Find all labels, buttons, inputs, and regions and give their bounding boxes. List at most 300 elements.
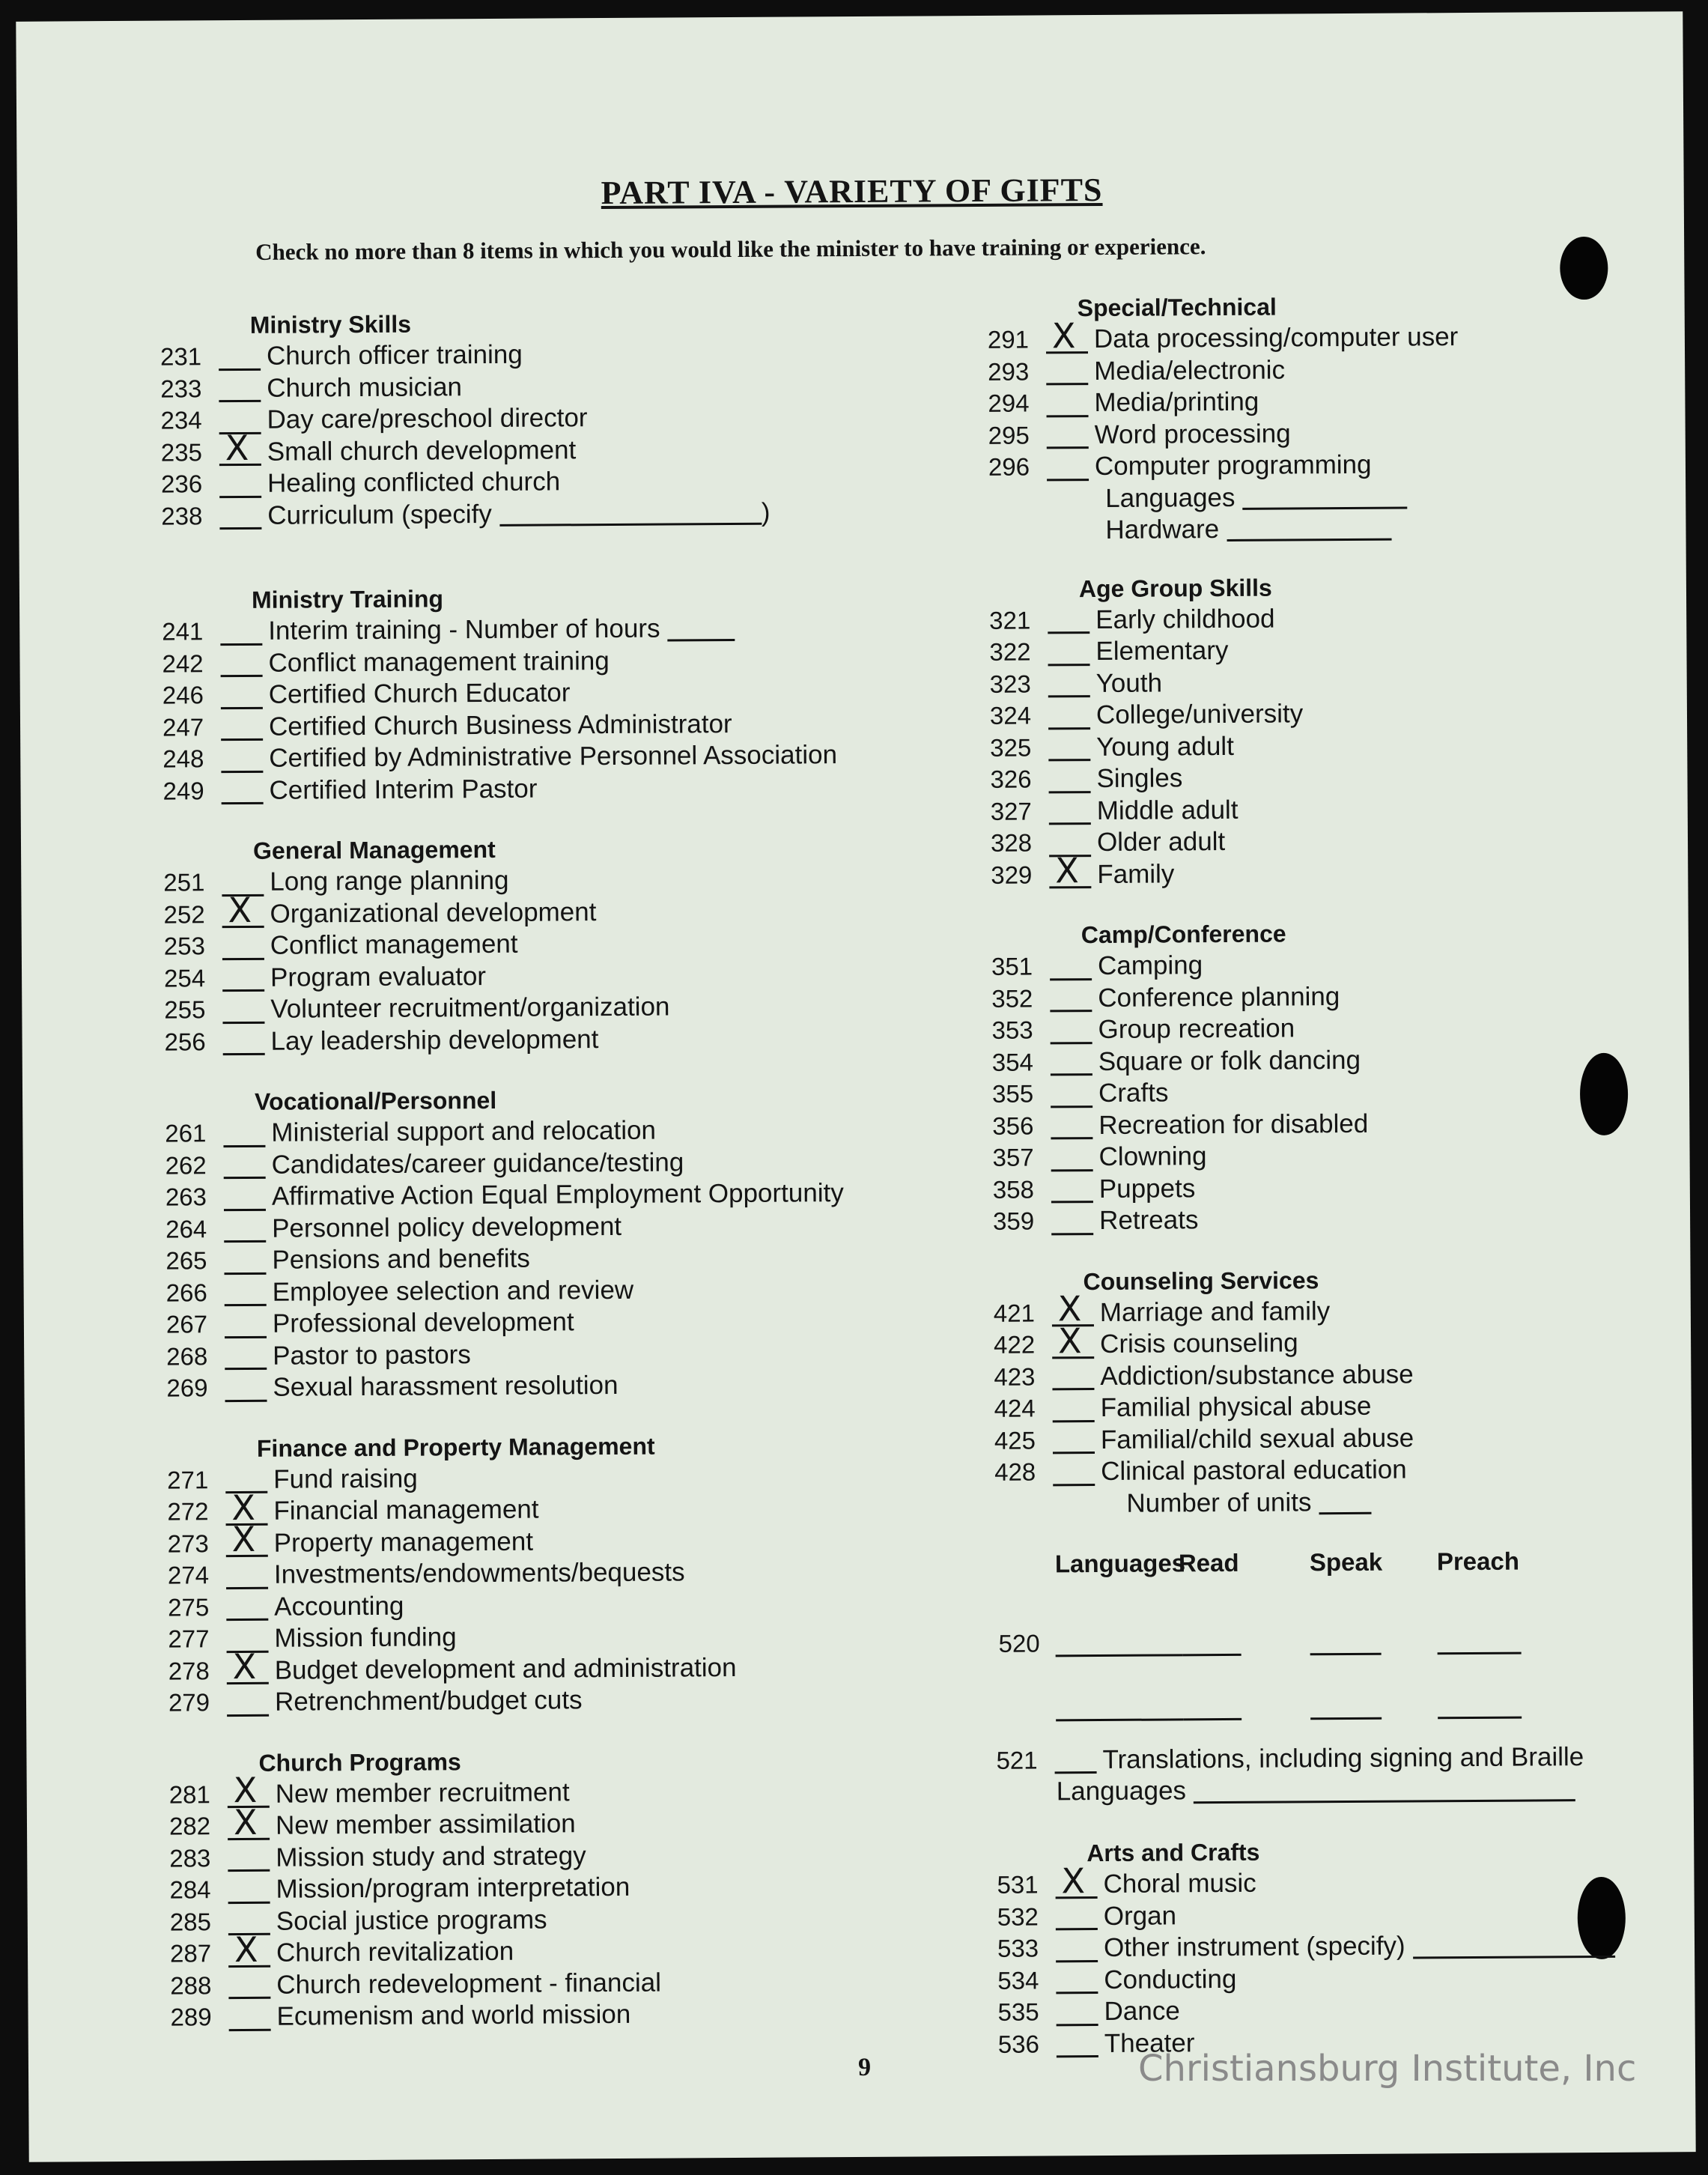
item-number: 275 (168, 1593, 210, 1622)
language-field[interactable] (1183, 1653, 1242, 1655)
check-blank[interactable] (1048, 733, 1090, 761)
checklist-item (166, 1304, 923, 1341)
item-label: Day care/preschool director (267, 403, 588, 435)
item-label: Other instrument (specify) (1103, 1931, 1405, 1963)
check-blank[interactable] (225, 1374, 267, 1402)
right-column (988, 288, 1708, 2060)
checklist-item (992, 1074, 1708, 1111)
check-blank[interactable] (227, 1646, 269, 1687)
page-number: 9 (857, 2053, 872, 2082)
item-number: 262 (165, 1151, 207, 1180)
item-number: 423 (994, 1362, 1036, 1391)
item-number: 358 (992, 1175, 1035, 1204)
check-blank[interactable] (224, 1183, 266, 1211)
check-blank[interactable] (1049, 850, 1091, 891)
checklist-item (164, 926, 920, 962)
checklist-item (163, 862, 920, 899)
check-blank[interactable] (1051, 1111, 1092, 1139)
check-blank[interactable] (1050, 953, 1092, 980)
item-number: 356 (992, 1111, 1034, 1140)
checklist-item (163, 890, 920, 931)
check-blank[interactable] (1053, 1426, 1095, 1454)
check-mark-icon: X (231, 1519, 256, 1560)
checklist-item (160, 400, 917, 437)
item-label: Sexual harassment resolution (273, 1371, 619, 1403)
item-number: 277 (168, 1625, 210, 1653)
page-title: PART IVA - VARIETY OF GIFTS (601, 171, 1103, 212)
checklist-item (990, 696, 1708, 732)
checklist-item (162, 675, 919, 712)
item-label: Group recreation (1098, 1013, 1295, 1045)
item-label: Data processing/computer user (1093, 322, 1459, 354)
item-number: 265 (165, 1246, 207, 1275)
checklist-item (994, 1420, 1708, 1457)
item-number: 254 (163, 964, 206, 992)
check-blank[interactable] (1048, 702, 1090, 729)
item-label: Long range planning (270, 866, 509, 897)
item-number: 322 (989, 637, 1031, 667)
sub-field-row (994, 1484, 1708, 1520)
check-blank[interactable] (219, 428, 261, 469)
item-label: Church revitalization (276, 1937, 514, 1968)
checklist-item (170, 1902, 926, 1938)
check-blank[interactable] (224, 1151, 266, 1179)
checklist-item (168, 1682, 925, 1719)
checklist-item (994, 1389, 1708, 1425)
check-blank[interactable] (1049, 797, 1091, 825)
item-number: 235 (160, 438, 202, 467)
checklist-item (993, 1320, 1708, 1362)
checklist-item (161, 496, 917, 533)
checklist-item (168, 1646, 925, 1687)
checklist-item (160, 428, 917, 469)
item-number: 287 (169, 1939, 212, 1968)
item-label: Certified Church Business Administrator (268, 709, 732, 741)
checklist-item (987, 315, 1708, 357)
checklist-item (160, 368, 917, 405)
check-blank[interactable] (220, 618, 262, 646)
sub-field-label: Languages (1105, 482, 1236, 513)
item-label: Curriculum (specify (267, 499, 492, 530)
check-blank[interactable] (219, 374, 261, 402)
checklist-item (994, 1356, 1708, 1393)
item-label: Healing conflicted church (267, 467, 561, 499)
sub-field-input[interactable] (1319, 1490, 1371, 1514)
check-mark-icon: X (233, 1770, 258, 1811)
item-number: 278 (168, 1657, 210, 1685)
item-label: Camping (1097, 950, 1203, 981)
item-label: Older adult (1096, 827, 1226, 858)
checklist-item (997, 1896, 1708, 1933)
check-blank[interactable] (1048, 638, 1089, 666)
languages-header: Preach (1436, 1547, 1520, 1575)
check-blank[interactable] (1053, 1458, 1095, 1486)
check-blank[interactable] (219, 470, 261, 498)
check-blank[interactable] (226, 1593, 268, 1621)
check-mark-icon: X (228, 890, 252, 931)
item-number: 357 (992, 1143, 1034, 1172)
check-blank[interactable] (1054, 1746, 1096, 1774)
section (988, 288, 1708, 547)
section-title: Finance and Property Management (256, 1432, 655, 1462)
item-number: 291 (987, 325, 1030, 354)
section-title: Arts and Crafts (1087, 1838, 1260, 1867)
check-blank[interactable] (1048, 670, 1090, 697)
item-label: Organ (1103, 1901, 1177, 1931)
item-label: Translations, including signing and Braille (1102, 1741, 1584, 1774)
item-label: Mission study and strategy (276, 1840, 586, 1872)
item-label: Choral music (1103, 1869, 1256, 1899)
checklist-item (166, 1272, 923, 1309)
check-blank[interactable] (222, 890, 264, 931)
section (993, 1261, 1708, 1520)
check-blank[interactable] (1053, 1395, 1095, 1422)
item-label: Ministerial support and relocation (271, 1115, 657, 1148)
item-label: Certified by Administrative Personnel Association (269, 740, 838, 774)
checklist-item (168, 1770, 926, 1811)
item-number: 534 (997, 1966, 1039, 1994)
checklist-item (989, 632, 1708, 669)
section (163, 831, 921, 1058)
checklist-item (996, 1740, 1708, 1777)
item-label: Retreats (1098, 1205, 1199, 1236)
item-label: Ecumenism and world mission (276, 2000, 631, 2031)
item-number: 324 (989, 701, 1032, 730)
check-blank[interactable] (1046, 315, 1088, 357)
checklist-item (167, 1487, 923, 1528)
item-number: 424 (994, 1394, 1036, 1423)
check-blank[interactable] (221, 682, 263, 709)
check-mark-icon: X (234, 1929, 258, 1970)
section (991, 915, 1708, 1238)
item-label: Certified Interim Pastor (269, 774, 538, 805)
check-blank[interactable] (224, 1215, 266, 1243)
section-title: Ministry Skills (249, 310, 412, 339)
check-blank[interactable] (1056, 1935, 1098, 1962)
item-label: New member recruitment (275, 1777, 570, 1809)
item-label: Media/printing (1094, 386, 1259, 418)
check-blank[interactable] (220, 649, 262, 677)
item-label: Elementary (1095, 636, 1229, 667)
item-number: 294 (988, 389, 1030, 418)
checklist-item (991, 978, 1708, 1015)
item-label: Word processing (1094, 419, 1291, 449)
item-number: 266 (165, 1278, 207, 1307)
item-label: Accounting (274, 1591, 404, 1622)
item-label: Candidates/career guidance/testing (271, 1147, 684, 1180)
item-label: Dance (1104, 1996, 1180, 2027)
item-number: 536 (997, 2030, 1039, 2058)
hours-field[interactable] (667, 616, 735, 642)
checklist-item (165, 1240, 922, 1277)
check-blank[interactable] (221, 777, 263, 804)
checklist-item (992, 1138, 1708, 1174)
check-mark-icon: X (1057, 1288, 1082, 1329)
check-blank[interactable] (1051, 1207, 1093, 1235)
check-blank[interactable] (226, 1562, 268, 1589)
item-label: Computer programming (1094, 450, 1372, 482)
item-number: 284 (169, 1875, 211, 1904)
item-label: Mission funding (274, 1622, 457, 1654)
item-number: 421 (993, 1299, 1036, 1327)
check-blank[interactable] (1051, 1048, 1092, 1076)
item-number: 535 (997, 1997, 1039, 2027)
check-blank[interactable] (228, 1929, 270, 1970)
item-label: Crafts (1098, 1078, 1169, 1108)
check-mark-icon: X (1061, 1860, 1086, 1902)
check-blank[interactable] (225, 1342, 267, 1370)
checklist-item (162, 611, 918, 648)
item-label: Addiction/substance abuse (1100, 1359, 1414, 1391)
languages-header: Read (1178, 1548, 1239, 1577)
check-blank[interactable] (222, 964, 264, 992)
checklist-item (997, 1960, 1708, 1997)
item-number: 256 (164, 1028, 206, 1056)
item-label: Square or folk dancing (1098, 1045, 1361, 1076)
item-label: Conflict management (270, 929, 518, 961)
checklist-item (164, 958, 920, 995)
item-number: 253 (163, 932, 206, 960)
check-blank[interactable] (227, 1689, 269, 1717)
item-label: Pensions and benefits (272, 1243, 530, 1275)
item-number: 255 (164, 995, 206, 1024)
item-number: 283 (169, 1844, 211, 1872)
item-label: Conflict management training (268, 646, 610, 678)
checklist-item (167, 1519, 924, 1560)
item-number: 264 (165, 1215, 207, 1243)
section (162, 580, 920, 807)
sub-field-label: Languages (1056, 1776, 1187, 1807)
section-title: Age Group Skills (1078, 574, 1272, 602)
checklist-item (990, 727, 1708, 764)
check-blank[interactable] (1051, 1144, 1092, 1171)
item-label: Clinical pastoral education (1101, 1454, 1407, 1487)
item-number: 271 (167, 1466, 209, 1494)
section (165, 1082, 923, 1404)
check-blank[interactable] (1046, 389, 1088, 417)
check-blank[interactable] (1048, 765, 1090, 793)
checklist-item (993, 1201, 1708, 1238)
item-label: Volunteer recruitment/organization (270, 992, 670, 1025)
item-number: 279 (168, 1688, 210, 1717)
item-number: 242 (162, 649, 204, 678)
section (989, 568, 1708, 891)
item-number: 321 (989, 606, 1031, 634)
item-number: 323 (989, 670, 1031, 698)
item-label: Social justice programs (276, 1905, 547, 1936)
checklist-item (997, 1929, 1708, 1965)
item-label: Singles (1096, 763, 1183, 794)
language-field-extra[interactable] (1183, 1717, 1242, 1720)
item-label: Conducting (1104, 1964, 1237, 1994)
check-mark-icon: X (232, 1646, 257, 1687)
check-blank[interactable] (228, 1801, 270, 1842)
item-number: 293 (988, 357, 1030, 386)
check-blank[interactable] (1050, 984, 1092, 1012)
check-blank[interactable] (1047, 453, 1089, 481)
item-label: Church redevelopment - financial (276, 1968, 662, 2000)
sub-field-row (997, 1772, 1708, 1808)
language-field-extra[interactable] (1310, 1717, 1382, 1720)
item-label: Investments/endowments/bequests (273, 1557, 685, 1590)
item-number: 269 (166, 1374, 208, 1402)
item-number: 247 (162, 713, 204, 741)
sub-field-input[interactable] (1227, 516, 1391, 542)
item-label: Young adult (1096, 731, 1234, 762)
check-blank[interactable] (225, 1311, 267, 1338)
check-mark-icon: X (233, 1801, 258, 1842)
check-blank[interactable] (223, 1028, 265, 1055)
item-label: College/university (1095, 699, 1304, 730)
item-label: Budget development and administration (274, 1652, 737, 1685)
specify-field[interactable] (499, 500, 762, 527)
checklist-item (991, 850, 1708, 891)
item-number: 352 (991, 984, 1033, 1013)
checklist-item (994, 1452, 1708, 1489)
check-blank[interactable] (1051, 1175, 1093, 1203)
language-field[interactable] (1056, 1654, 1183, 1657)
item-number: 252 (163, 900, 205, 929)
check-blank[interactable] (222, 996, 264, 1024)
item-number: 263 (165, 1183, 207, 1211)
item-label: Family (1097, 859, 1175, 889)
item-label: Fund raising (273, 1463, 418, 1494)
item-label: Crisis counseling (1099, 1328, 1298, 1359)
check-blank[interactable] (1052, 1362, 1094, 1390)
check-blank[interactable] (1051, 1080, 1092, 1108)
item-number: 521 (996, 1746, 1038, 1774)
item-label: Middle adult (1096, 795, 1239, 825)
item-number: 328 (990, 828, 1033, 858)
item-number: 355 (991, 1079, 1034, 1108)
check-blank[interactable] (226, 1519, 268, 1560)
checklist-item (164, 989, 920, 1026)
item-number: 425 (994, 1426, 1036, 1454)
checklist-item (990, 759, 1708, 796)
form-page (16, 11, 1695, 2162)
check-blank[interactable] (1048, 606, 1089, 634)
item-label: Marriage and family (1099, 1296, 1331, 1327)
item-number: 285 (169, 1908, 211, 1936)
check-blank[interactable] (219, 502, 261, 530)
check-blank[interactable] (1055, 1860, 1097, 1902)
check-blank[interactable] (1052, 1320, 1094, 1362)
check-mark-icon: X (231, 1487, 256, 1528)
check-blank[interactable] (228, 1876, 270, 1904)
translation-languages-field[interactable] (1194, 1777, 1575, 1804)
check-blank[interactable] (221, 745, 263, 773)
item-number: 234 (160, 406, 202, 434)
sub-field-label: Hardware (1105, 514, 1220, 544)
specify-field[interactable] (1413, 1933, 1615, 1959)
check-blank[interactable] (219, 343, 261, 371)
section-title: General Management (252, 835, 496, 864)
item-number: 274 (167, 1561, 210, 1589)
language-field[interactable] (1310, 1652, 1382, 1655)
check-blank[interactable] (223, 1120, 265, 1147)
section (160, 305, 918, 532)
item-number: 533 (997, 1934, 1039, 1963)
item-label: Financial management (273, 1494, 539, 1526)
check-blank[interactable] (225, 1278, 267, 1306)
check-blank[interactable] (221, 713, 263, 741)
item-number: 325 (990, 733, 1032, 762)
checklist-item (168, 1587, 924, 1624)
check-blank[interactable] (228, 1971, 270, 1999)
check-blank[interactable] (1046, 357, 1088, 385)
item-number: 231 (159, 342, 202, 371)
section-title: Church Programs (258, 1747, 461, 1777)
check-blank[interactable] (224, 1247, 266, 1275)
checklist-item (997, 1992, 1708, 2029)
check-blank[interactable] (1056, 1902, 1098, 1930)
item-number: 354 (991, 1048, 1033, 1076)
check-blank[interactable] (1056, 1966, 1098, 1994)
item-label: Organizational development (270, 897, 597, 929)
checklist-item (166, 1368, 923, 1404)
checklist-item (162, 771, 919, 807)
check-blank[interactable] (228, 1844, 270, 1872)
check-mark-icon: X (1055, 850, 1079, 891)
check-blank[interactable] (1057, 2030, 1098, 2057)
item-number: 251 (163, 868, 205, 897)
item-number: 281 (168, 1780, 210, 1809)
sub-field-row (988, 479, 1708, 515)
checklist-item (160, 336, 917, 373)
checklist-item (168, 1801, 926, 1842)
checklist-item (161, 464, 917, 500)
check-mark-icon: X (225, 428, 249, 469)
check-blank[interactable] (1047, 421, 1089, 449)
language-field-extra[interactable] (1056, 1718, 1183, 1721)
section (997, 1833, 1708, 2060)
item-label: Early childhood (1095, 604, 1275, 634)
item-label: Affirmative Action Equal Employment Opportunity (271, 1178, 844, 1212)
item-number: 241 (162, 617, 204, 646)
item-label: Program evaluator (270, 961, 487, 992)
item-number: 327 (990, 797, 1032, 825)
checklist-item (165, 1145, 921, 1182)
check-blank[interactable] (228, 2003, 270, 2031)
item-label: Retrenchment/budget cuts (274, 1685, 583, 1717)
check-blank[interactable] (222, 932, 264, 960)
item-label: Conference planning (1098, 981, 1340, 1013)
item-number: 326 (990, 765, 1032, 794)
item-number: 289 (170, 2003, 212, 2031)
item-number: 520 (998, 1629, 1040, 1657)
language-field[interactable] (1438, 1651, 1522, 1654)
check-blank[interactable] (1056, 1998, 1098, 2026)
item-number: 359 (992, 1207, 1035, 1236)
sub-field-input[interactable] (1242, 484, 1407, 509)
checklist-item (988, 351, 1708, 388)
item-number: 353 (991, 1016, 1033, 1045)
closing-paren: ) (761, 497, 771, 527)
language-field-extra[interactable] (1438, 1716, 1522, 1719)
section-title: Vocational/Personnel (254, 1086, 497, 1115)
checklist-item (167, 1460, 923, 1496)
item-number: 272 (167, 1497, 209, 1526)
checklist-item (991, 947, 1708, 983)
check-blank[interactable] (1050, 1016, 1092, 1044)
section (168, 1743, 926, 2033)
item-label: Youth (1095, 668, 1163, 698)
section-title: Counseling Services (1083, 1266, 1319, 1295)
item-label: Interim training - Number of hours (268, 613, 660, 646)
checklist-item (988, 447, 1708, 484)
checklist-item (991, 791, 1708, 828)
checklist-item (166, 1336, 923, 1373)
